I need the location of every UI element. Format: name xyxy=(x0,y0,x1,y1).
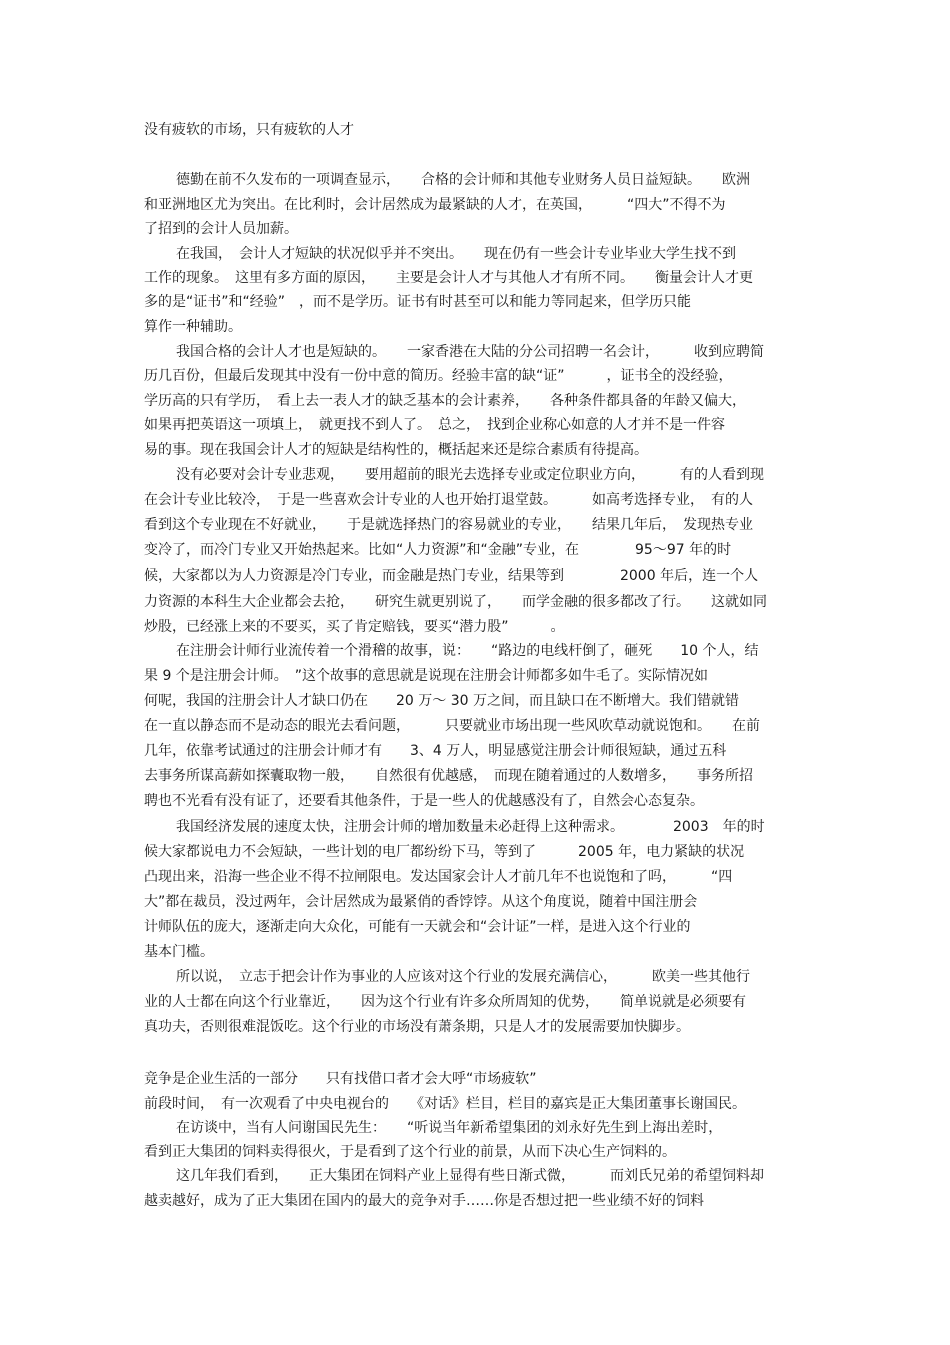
paragraph-line: 易的事。现在我国会计人才的短缺是结构性的，概括起来还是综合素质有待提高。 xyxy=(144,442,648,458)
paragraph-line: 德勤在前不久发布的一项调查显示， 合格的会计师和其他专业财务人员日益短缺。 欧洲 xyxy=(176,172,750,188)
paragraph-line: 力资源的本科生大企业都会去抢， 研究生就更别说了， 而学金融的很多都改了行。 这就如同 xyxy=(144,594,767,610)
paragraph-line: 大”都在裁员，没过两年，会计居然成为最紧俏的香饽饽。从这个角度说，随着中国注册会 xyxy=(144,894,698,910)
paragraph-line: 学历高的只有学历， 看上去一表人才的缺乏基本的会计素养， 各种条件都具备的年龄又偏大， xyxy=(144,393,746,409)
paragraph-line: 炒股，已经涨上来的不要买，买了肯定赔钱，要买“潜力股” 。 xyxy=(144,619,565,635)
paragraph-line: 了招到的会计人员加薪。 xyxy=(144,221,298,237)
document-title: 没有疲软的市场，只有疲软的人才 xyxy=(144,122,354,138)
paragraph-line: 计师队伍的庞大，逐渐走向大众化，可能有一天就会和“会计证”一样，是进入这个行业的 xyxy=(144,919,691,935)
paragraph-line: 前段时间， 有一次观看了中央电视台的 《对话》栏目，栏目的嘉宾是正大集团董事长谢国民。 xyxy=(144,1096,746,1112)
paragraph-line: 这几年我们看到， 正大集团在饲料产业上显得有些日渐式微， 而刘氏兄弟的希望饲料却 xyxy=(176,1168,764,1184)
paragraph-line: 看到这个专业现在不好就业， 于是就选择热门的容易就业的专业， 结果几年后， 发现热专业 xyxy=(144,517,753,533)
paragraph-line: 真功夫，否则很难混饭吃。这个行业的市场没有萧条期，只是人才的发展需要加快脚步。 xyxy=(144,1019,690,1035)
paragraph-line: 我国合格的会计人才也是短缺的。 一家香港在大陆的分公司招聘一名会计， 收到应聘简 xyxy=(176,344,764,360)
paragraph-line: 聘也不光看有没有证了，还要看其他条件，于是一些人的优越感没有了，自然会心态复杂。 xyxy=(144,793,704,809)
paragraph-line: 在访谈中，当有人问谢国民先生： “听说当年新希望集团的刘永好先生到上海出差时， xyxy=(176,1120,723,1136)
section-heading: 竞争是企业生活的一部分 只有找借口者才会大呼“市场疲软” xyxy=(144,1071,537,1087)
paragraph-line: 在注册会计师行业流传着一个滑稽的故事，说： “路边的电线杆倒了，砸死 10 个人，结 xyxy=(176,643,759,659)
paragraph-line: 在我国， 会计人才短缺的状况似乎并不突出。 现在仍有一些会计专业毕业大学生找不到 xyxy=(176,246,736,262)
paragraph-line: 没有必要对会计专业悲观， 要用超前的眼光去选择专业或定位职业方向， 有的人看到现 xyxy=(176,467,764,483)
paragraph-line: 在一直以静态而不是动态的眼光去看问题， 只要就业市场出现一些风吹草动就说饱和。 在前 xyxy=(144,718,760,734)
paragraph-line: 去事务所谋高薪如探囊取物一般， 自然很有优越感， 而现在随着通过的人数增多， 事务所招 xyxy=(144,768,753,784)
paragraph-line: 业的人士都在向这个行业靠近， 因为这个行业有许多众所周知的优势， 简单说就是必须要有 xyxy=(144,994,746,1010)
paragraph-line: 何呢，我国的注册会计人才缺口仍在 20 万～ 30 万之间，而且缺口在不断增大。我们错就错 xyxy=(144,693,739,709)
paragraph-line: 在会计专业比较冷， 于是一些喜欢会计专业的人也开始打退堂鼓。 如高考选择专业， 有的人 xyxy=(144,492,753,508)
paragraph-line: 越卖越好，成为了正大集团在国内的最大的竞争对手……你是否想过把一些业绩不好的饲料 xyxy=(144,1193,704,1209)
paragraph-line: 果 9 个是注册会计师。 ”这个故事的意思就是说现在注册会计师都多如牛毛了。实际情况如 xyxy=(144,668,709,684)
paragraph-line: 工作的现象。 这里有多方面的原因， 主要是会计人才与其他人才有所不同。 衡量会计人才更 xyxy=(144,270,753,286)
paragraph-line: 多的是“证书”和“经验” ，而不是学历。证书有时甚至可以和能力等同起来，但学历只能 xyxy=(144,294,692,310)
paragraph-line: 基本门槛。 xyxy=(144,944,214,960)
paragraph-line: 凸现出来，沿海一些企业不得不拉闸限电。发达国家会计人才前几年不也说饱和了吗， “四 xyxy=(144,869,733,885)
paragraph-line: 如果再把英语这一项填上， 就更找不到人了。 总之， 找到企业称心如意的人才并不是一件容 xyxy=(144,417,725,433)
paragraph-line: 和亚洲地区尤为突出。在比利时，会计居然成为最紧缺的人才，在英国， “四大”不得不为 xyxy=(144,197,726,213)
paragraph-line: 几年，依靠考试通过的注册会计师才有 3、4 万人，明显感觉注册会计师很短缺，通过五科 xyxy=(144,743,727,759)
paragraph-line: 算作一种辅助。 xyxy=(144,319,242,335)
paragraph-line: 历几百份，但最后发现其中没有一份中意的简历。经验丰富的缺“证” ，证书全的没经验， xyxy=(144,368,733,384)
paragraph-line: 候，大家都以为人力资源是冷门专业，而金融是热门专业，结果等到 2000 年后，连一个人 xyxy=(144,568,759,584)
paragraph-line: 候大家都说电力不会短缺，一些计划的电厂都纷纷下马，等到了 2005 年，电力紧缺的状况 xyxy=(144,844,745,860)
paragraph-line: 我国经济发展的速度太快，注册会计师的增加数量未必赶得上这种需求。 2003 年的时 xyxy=(176,819,765,835)
paragraph-line: 看到正大集团的饲料卖得很火，于是看到了这个行业的前景，从而下决心生产饲料的。 xyxy=(144,1144,676,1160)
paragraph-line: 所以说， 立志于把会计作为事业的人应该对这个行业的发展充满信心， 欧美一些其他行 xyxy=(176,969,750,985)
paragraph-line: 变冷了，而冷门专业又开始热起来。比如“人力资源”和“金融”专业，在 95～97 年的时 xyxy=(144,542,732,558)
